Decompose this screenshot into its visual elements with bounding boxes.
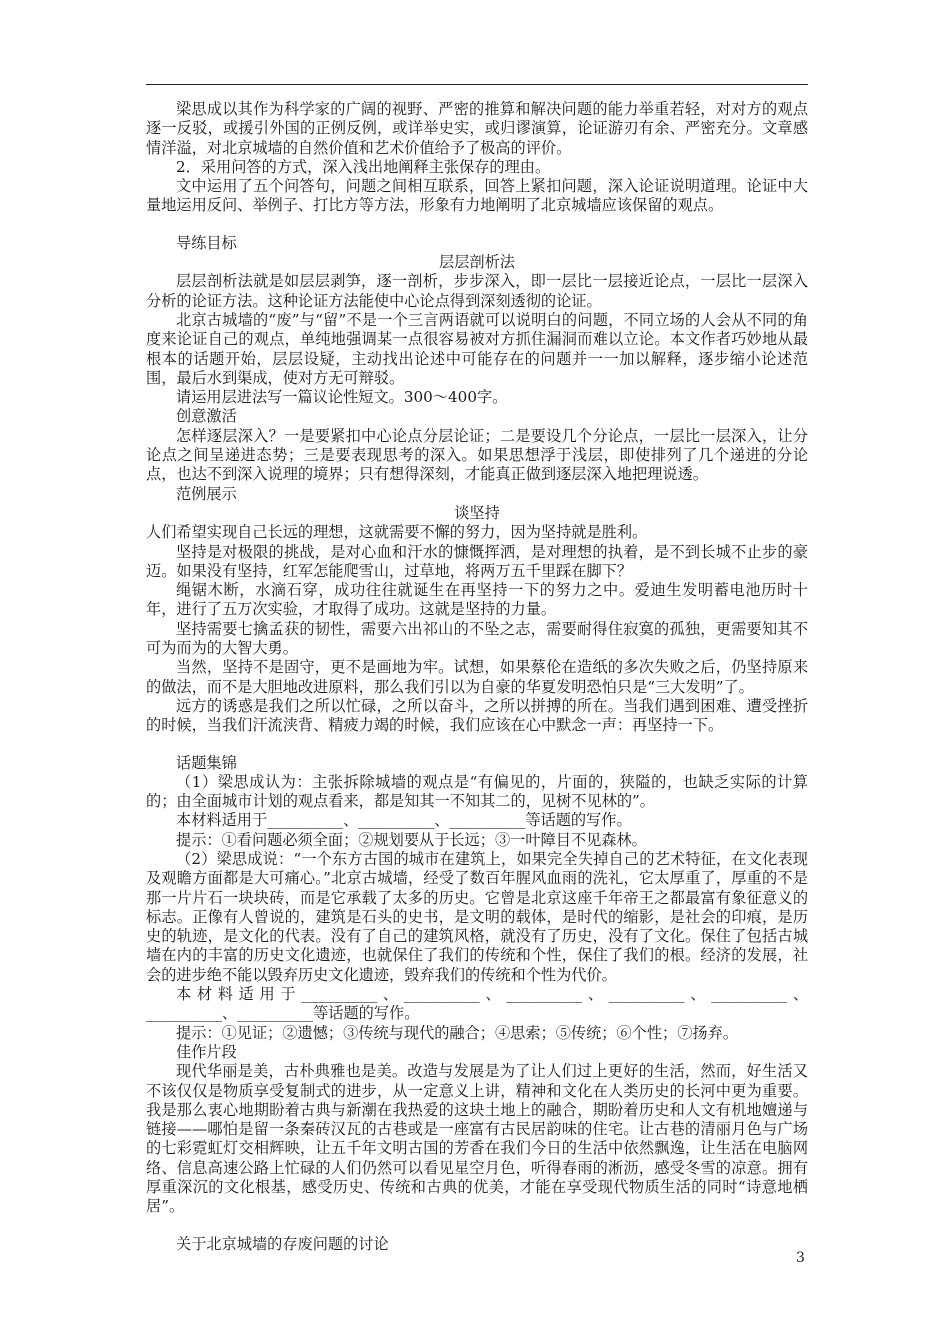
page-content bbox=[146, 100, 808, 1254]
paragraph: 现代华丽是美，古朴典雅也是美。改造与发展是为了让人们过上更好的生活，然而，好生活又不该仅仅是物质享受复制式的进步，从一定意义上讲，精神和文化在人类历史的长河中更为重要。我是那么衷心地期盼着古典与新潮在我热爱的这块土地上的融合，期盼着历史和人文有机地嬗递与链接——哪怕是留一条秦砖汉瓦的古巷或是一座富有古民居韵味的住宅。让古巷的清丽月色与广场的七彩霓虹灯交相辉映，让五千年文明古国的芳香在我们今日的生活中依然飘逸，让生活在电脑网络、信息高速公路上忙碌的人们仍然可以看见星空月色，听得春雨的淅沥，感受冬雪的凉意。拥有厚重深沉的文化根基，感受历史、传统和古典的优美，才能在享受现代物质生活的同时“诗意地栖居”。 bbox=[146, 1062, 808, 1216]
paragraph: 坚持是对极限的挑战，是对心血和汗水的慷慨挥洒，是对理想的执着，是不到长城不止步的豪迈。如果没有坚持，红军怎能爬雪山，过草地，将两万五千里踩在脚下？ bbox=[146, 542, 808, 580]
paragraph: 提示：①见证；②遗憾；③传统与现代的融合；④思索；⑤传统；⑥个性；⑦扬弃。 bbox=[176, 1023, 738, 1042]
paragraph: （2）梁思成说：“一个东方古国的城市在建筑上，如果完全失掉自己的艺术特征，在文化表现及观瞻方面都是大可痛心。”北京古城墙，经受了数百年腥风血雨的洗礼，它太厚重了，厚重的不是那一片片石一块块砖，而是它承载了太多的历史。它曾是北京这座千年帝王之都最富有象征意义的标志。正像有人曾说的，建筑是石头的史书，是文明的载体，是时代的缩影，是社会的印痕，是历史的轨迹，是文化的代表。没有了自己的建筑风格，就没有了历史，没有了文化。保住了包括古城墙在内的丰富的历史文化遗迹，也就保住了我们的传统和个性，保住了我们的根。经济的发展，社会的进步绝不能以毁弃历史文化遗迹，毁弃我们的传统和个性为代价。 bbox=[146, 849, 808, 984]
paragraph: （1）梁思成认为：主张拆除城墙的观点是“有偏见的，片面的，狭隘的，也缺乏实际的计算的；由全面城市计划的观点看来，都是知其一不知其二的，见树不见林的”。 bbox=[146, 772, 808, 811]
paragraph: 怎样逐层深入？一是要紧扣中心论点分层论证；二是要设几个分论点，一层比一层深入，让分论点之间呈递进态势；三是要表现思考的深入。如果思想浮于浅层，即使排列了几个递进的分论点，也达不到深入说理的境界；只有想得深刻，才能真正做到逐层深入地把理说透。 bbox=[146, 426, 808, 484]
essay-title: 谈坚持 bbox=[454, 503, 500, 522]
paragraph: 当然，坚持不是固守，更不是画地为牢。试想，如果蔡伦在造纸的多次失败之后，仍坚持原来的做法，而不是大胆地改进原料，那么我们引以为自豪的华夏发明恐怕只是“三大发明”了。 bbox=[146, 658, 808, 696]
paragraph: 请运用层进法写一篇议论性短文。300～400字。 bbox=[176, 388, 508, 407]
section-heading: 范例展示 bbox=[176, 484, 237, 503]
paragraph: 坚持需要七擒孟获的韧性，需要六出祁山的不坠之志，需要耐得住寂寞的孤独，更需要知其不可为而为的大智大勇。 bbox=[146, 619, 808, 658]
section-heading: 话题集锦 bbox=[176, 753, 237, 772]
section-heading: 创意激活 bbox=[176, 407, 237, 426]
section-heading: 导练目标 bbox=[176, 233, 237, 252]
page-number: 3 bbox=[796, 1250, 805, 1266]
paragraph: 层层剖析法就是如层层剥笋，逐一剖析，步步深入，即一层比一层接近论点，一层比一层深入分析的论证方法。这种论证方法能使中心论点得到深刻透彻的论证。 bbox=[146, 272, 808, 310]
section-heading: 关于北京城墙的存废问题的讨论 bbox=[176, 1234, 389, 1253]
paragraph: 梁思成以其作为科学家的广阔的视野、严密的推算和解决问题的能力举重若轻，对对方的观点逐一反驳，或援引外国的正例反例，或详举史实，或归谬演算，论证游刃有余、严密充分。文章感情洋溢，对北京城墙的自然价值和艺术价值给予了极高的评价。 bbox=[146, 100, 808, 157]
paragraph: 文中运用了五个问答句，问题之间相互联系，回答上紧扣问题，深入论证说明道理。论证中大量地运用反问、举例子、打比方等方法，形象有力地阐明了北京城墙应该保留的观点。 bbox=[146, 177, 808, 215]
paragraph: 本材料适用于__________、__________、__________、__________、__________、__________、__________等话题的写作。 bbox=[146, 985, 808, 1023]
paragraph: 远方的诱惑是我们之所以忙碌，之所以奋斗，之所以拼搏的所在。当我们遇到困难、遭受挫折的时候，当我们汗流浃背、精疲力竭的时候，我们应该在心中默念一声：再坚持一下。 bbox=[146, 696, 808, 735]
paragraph: 绳锯木断，水滴石穿，成功往往就诞生在再坚持一下的努力之中。爱迪生发明蓄电池历时十年，进行了五万次实验，才取得了成功。这就是坚持的力量。 bbox=[146, 581, 808, 619]
paragraph: 北京古城墙的“废”与“留”不是一个三言两语就可以说明白的问题，不同立场的人会从不同的角度来论证自己的观点，单纯地强调某一点很容易被对方抓住漏洞而难以立论。本文作者巧妙地从最根本的话题开始，层层设疑，主动找出论述中可能存在的问题并一一加以解释，逐步缩小论述范围，最后水到渠成，使对方无可辩驳。 bbox=[146, 310, 808, 387]
section-heading: 佳作片段 bbox=[176, 1042, 237, 1061]
paragraph: 本材料适用于__________、__________、__________等话题的写作。 bbox=[176, 811, 632, 830]
paragraph: 2．采用问答的方式，深入浅出地阐释主张保存的理由。 bbox=[176, 157, 551, 176]
section-title: 层层剖析法 bbox=[439, 253, 515, 272]
header-rule bbox=[146, 84, 808, 85]
paragraph: 提示：①看问题必须全面；②规划要从于长远；③一叶障目不见森林。 bbox=[176, 830, 647, 849]
paragraph: 人们希望实现自己长远的理想，这就需要不懈的努力，因为坚持就是胜利。 bbox=[146, 523, 648, 542]
